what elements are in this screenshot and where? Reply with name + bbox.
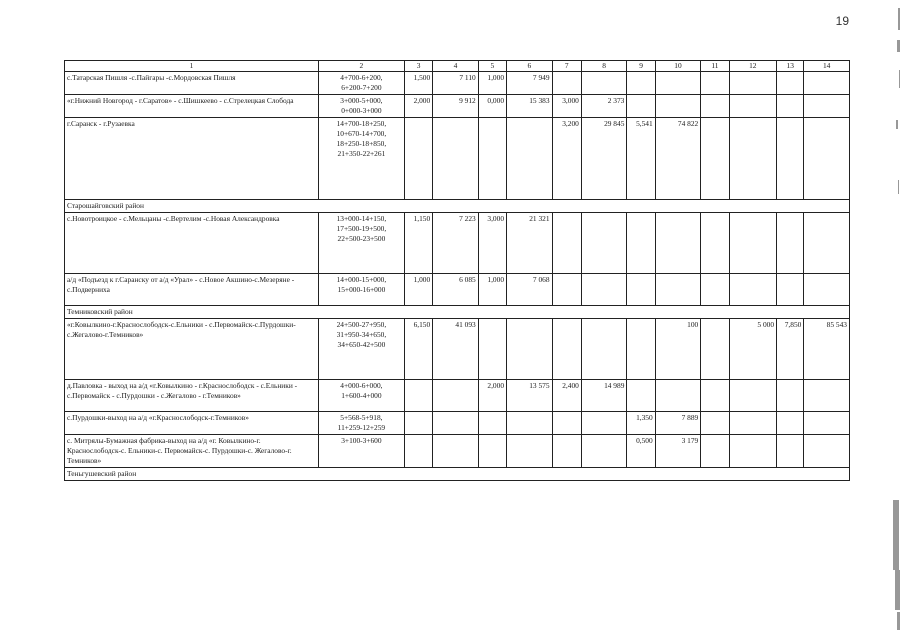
- value-cell: 41 093: [433, 319, 479, 380]
- value-cell: [804, 118, 850, 200]
- km-range: 24+500-27+950,: [336, 320, 387, 329]
- value-cell: [507, 435, 553, 468]
- value-cell: [777, 95, 804, 118]
- value-cell: [404, 380, 432, 412]
- value-cell: [804, 412, 850, 435]
- road-name: «г.Нижний Новгород - г.Саратов» - с.Шишкеево - с.Стрелецкая Слобода: [65, 95, 319, 118]
- road-row: [65, 412, 850, 435]
- table-body: [65, 61, 850, 481]
- value-cell: [627, 95, 655, 118]
- value-cell: 74 822: [655, 118, 701, 200]
- value-cell: [701, 118, 729, 200]
- column-number: 10: [655, 61, 701, 72]
- column-number: 7: [552, 61, 581, 72]
- value-cell: [627, 72, 655, 95]
- value-cell: 2,000: [404, 95, 432, 118]
- value-cell: [552, 213, 581, 274]
- km-range: 4+700-6+200,: [340, 73, 383, 82]
- district-name: Темниковский район: [65, 306, 850, 319]
- value-cell: 2 373: [581, 95, 627, 118]
- value-cell: [729, 412, 777, 435]
- value-cell: 15 383: [507, 95, 553, 118]
- value-cell: [701, 380, 729, 412]
- value-cell: [581, 412, 627, 435]
- km-range-cell: [318, 95, 404, 118]
- value-cell: 21 321: [507, 213, 553, 274]
- value-cell: [804, 435, 850, 468]
- value-cell: [627, 380, 655, 412]
- value-cell: [581, 213, 627, 274]
- value-cell: [433, 380, 479, 412]
- value-cell: [701, 412, 729, 435]
- road-row: [65, 380, 850, 412]
- header-row: [65, 61, 850, 72]
- column-number: 2: [318, 61, 404, 72]
- value-cell: 2,000: [478, 380, 506, 412]
- value-cell: [655, 380, 701, 412]
- value-cell: [701, 435, 729, 468]
- road-name: с.Татарская Пишля -с.Пайгары -с.Мордовская Пишля: [65, 72, 319, 95]
- road-row: [65, 118, 850, 200]
- road-row: [65, 72, 850, 95]
- value-cell: 2,400: [552, 380, 581, 412]
- column-number: 13: [777, 61, 804, 72]
- km-range: 34+650-42+500: [337, 340, 386, 349]
- km-range: 6+200-7+200: [341, 83, 382, 92]
- value-cell: 7,850: [777, 319, 804, 380]
- value-cell: [777, 213, 804, 274]
- value-cell: [552, 435, 581, 468]
- km-range: 15+000-16+000: [337, 285, 386, 294]
- value-cell: 1,500: [404, 72, 432, 95]
- value-cell: [433, 435, 479, 468]
- value-cell: [804, 72, 850, 95]
- value-cell: [507, 319, 553, 380]
- value-cell: [581, 435, 627, 468]
- value-cell: [627, 213, 655, 274]
- value-cell: [777, 72, 804, 95]
- value-cell: 14 989: [581, 380, 627, 412]
- value-cell: 13 575: [507, 380, 553, 412]
- km-range: 1+600-4+000: [341, 391, 382, 400]
- value-cell: [581, 274, 627, 306]
- value-cell: [729, 274, 777, 306]
- column-number: 12: [729, 61, 777, 72]
- district-name: Старошайговский район: [65, 200, 850, 213]
- km-range: 10+670-14+700,: [336, 129, 387, 138]
- road-name: с. Митрялы-Бумажная фабрика-выход на а/д «г. Ковылкино-г. Краснослободск-с. Ельники-с. Первомайск-с. Пурдошки-с. Жегалово-г. Темников»: [65, 435, 319, 468]
- value-cell: [404, 435, 432, 468]
- district-section-row: [65, 468, 850, 481]
- value-cell: 3 179: [655, 435, 701, 468]
- km-range: 21+350-22+261: [337, 149, 386, 158]
- value-cell: [655, 274, 701, 306]
- value-cell: [729, 213, 777, 274]
- value-cell: 9 912: [433, 95, 479, 118]
- km-range: 31+950-34+650,: [336, 330, 387, 339]
- value-cell: [777, 274, 804, 306]
- value-cell: 7 223: [433, 213, 479, 274]
- road-name: д.Павловка - выход на а/д «г.Ковылкино - г.Краснослободск - с.Ельники - с.Первомайск - с.Пурдошки - с.Жегалово - г.Темников»: [65, 380, 319, 412]
- value-cell: [729, 95, 777, 118]
- km-range: 22+500-23+500: [337, 234, 386, 243]
- km-range: 3+000-5+000,: [340, 96, 383, 105]
- value-cell: [552, 319, 581, 380]
- km-range-cell: [318, 435, 404, 468]
- page-number: 19: [835, 14, 849, 28]
- road-row: [65, 213, 850, 274]
- value-cell: [552, 274, 581, 306]
- district-section-row: [65, 306, 850, 319]
- value-cell: [701, 72, 729, 95]
- km-range-cell: [318, 380, 404, 412]
- value-cell: [804, 274, 850, 306]
- column-number: 8: [581, 61, 627, 72]
- value-cell: 6,150: [404, 319, 432, 380]
- value-cell: [404, 118, 432, 200]
- value-cell: [478, 435, 506, 468]
- road-works-table: [64, 60, 850, 481]
- value-cell: 1,000: [404, 274, 432, 306]
- value-cell: [777, 380, 804, 412]
- value-cell: 85 543: [804, 319, 850, 380]
- column-number: 6: [507, 61, 553, 72]
- value-cell: [729, 72, 777, 95]
- value-cell: 1,000: [478, 274, 506, 306]
- value-cell: 5,541: [627, 118, 655, 200]
- district-section-row: [65, 200, 850, 213]
- column-number: 14: [804, 61, 850, 72]
- km-range: 14+000-15+000,: [336, 275, 387, 284]
- road-row: [65, 274, 850, 306]
- value-cell: [804, 213, 850, 274]
- value-cell: 1,350: [627, 412, 655, 435]
- value-cell: [701, 213, 729, 274]
- value-cell: 0,500: [627, 435, 655, 468]
- road-row: [65, 319, 850, 380]
- value-cell: 5 000: [729, 319, 777, 380]
- value-cell: [701, 95, 729, 118]
- value-cell: [433, 118, 479, 200]
- value-cell: 7 110: [433, 72, 479, 95]
- value-cell: [478, 118, 506, 200]
- value-cell: [507, 412, 553, 435]
- value-cell: [777, 412, 804, 435]
- road-name: а/д «Подъезд к г.Саранску от а/д «Урал» - с.Новое Акшино-с.Мезеряне - с.Подверниха: [65, 274, 319, 306]
- km-range-cell: [318, 72, 404, 95]
- value-cell: [552, 72, 581, 95]
- km-range-cell: [318, 319, 404, 380]
- road-name: «г.Ковылкино-г.Краснослободск-с.Ельники - с.Первомайск-с.Пурдошки-с.Жегалово-г.Темников»: [65, 319, 319, 380]
- value-cell: [627, 319, 655, 380]
- value-cell: [655, 72, 701, 95]
- km-range: 11+259-12+259: [337, 423, 386, 432]
- km-range: 13+000-14+150,: [336, 214, 387, 223]
- km-range: 5+568-5+918,: [340, 413, 383, 422]
- value-cell: [777, 435, 804, 468]
- road-row: [65, 95, 850, 118]
- value-cell: 0,000: [478, 95, 506, 118]
- value-cell: [552, 412, 581, 435]
- value-cell: [729, 118, 777, 200]
- value-cell: [627, 274, 655, 306]
- value-cell: [804, 380, 850, 412]
- km-range-cell: [318, 213, 404, 274]
- road-name: с.Пурдошки-выход на а/д «г.Краснослободск-г.Темников»: [65, 412, 319, 435]
- km-range: 17+500-19+500,: [336, 224, 387, 233]
- road-name: с.Новотроицкое - с.Мельцаны -с.Вертелим -с.Новая Александровка: [65, 213, 319, 274]
- column-number: 3: [404, 61, 432, 72]
- value-cell: [507, 118, 553, 200]
- value-cell: 7 068: [507, 274, 553, 306]
- km-range: 14+700-18+250,: [336, 119, 387, 128]
- value-cell: [581, 72, 627, 95]
- value-cell: 29 845: [581, 118, 627, 200]
- value-cell: 3,200: [552, 118, 581, 200]
- district-name: Теньгушевский район: [65, 468, 850, 481]
- value-cell: [655, 213, 701, 274]
- value-cell: [478, 319, 506, 380]
- value-cell: [777, 118, 804, 200]
- km-range-cell: [318, 274, 404, 306]
- km-range: 18+250-18+850,: [336, 139, 387, 148]
- value-cell: [729, 435, 777, 468]
- km-range: 0+000-3+000: [341, 106, 382, 115]
- scan-edge-artifact: [883, 0, 905, 640]
- km-range-cell: [318, 118, 404, 200]
- value-cell: [581, 319, 627, 380]
- column-number: 11: [701, 61, 729, 72]
- value-cell: 100: [655, 319, 701, 380]
- value-cell: 7 949: [507, 72, 553, 95]
- value-cell: [729, 380, 777, 412]
- km-range: 3+100-3+600: [341, 436, 382, 445]
- column-number: 4: [433, 61, 479, 72]
- value-cell: [804, 95, 850, 118]
- value-cell: 3,000: [552, 95, 581, 118]
- value-cell: [404, 412, 432, 435]
- column-number: 9: [627, 61, 655, 72]
- value-cell: [478, 412, 506, 435]
- column-number: 1: [65, 61, 319, 72]
- value-cell: 6 085: [433, 274, 479, 306]
- value-cell: 7 889: [655, 412, 701, 435]
- value-cell: [433, 412, 479, 435]
- value-cell: [701, 319, 729, 380]
- value-cell: 3,000: [478, 213, 506, 274]
- km-range: 4+000-6+000,: [340, 381, 383, 390]
- road-row: [65, 435, 850, 468]
- value-cell: 1,000: [478, 72, 506, 95]
- value-cell: [655, 95, 701, 118]
- value-cell: 1,150: [404, 213, 432, 274]
- value-cell: [701, 274, 729, 306]
- km-range-cell: [318, 412, 404, 435]
- road-name: г.Саранск - г.Рузаевка: [65, 118, 319, 200]
- column-number: 5: [478, 61, 506, 72]
